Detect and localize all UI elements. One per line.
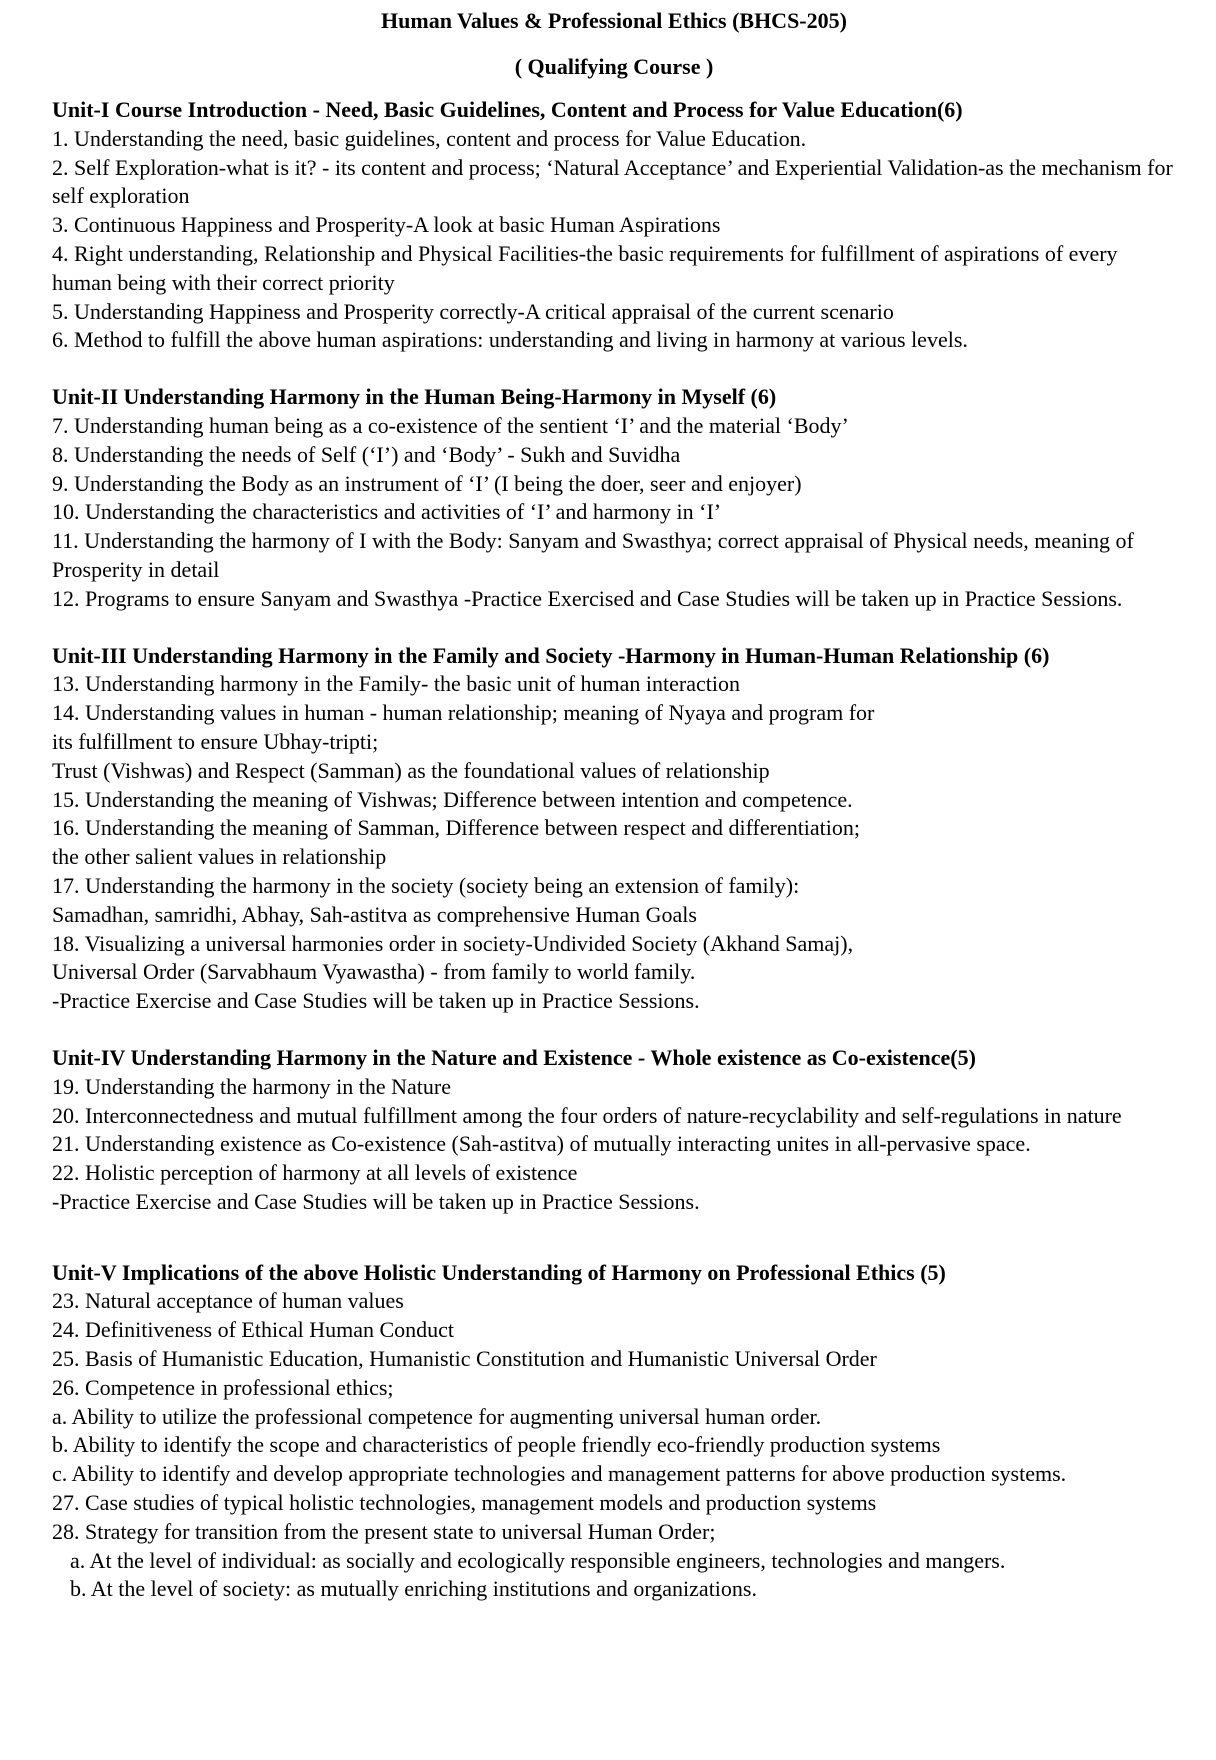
unit-heading: Unit-I Course Introduction - Need, Basic Guidelines, Content and Process for Value Education(6): [52, 97, 963, 122]
unit-heading: Unit-III Understanding Harmony in the Family and Society -Harmony in Human-Human Relationship (6): [52, 642, 1050, 668]
unit-5-section: [52, 1259, 1176, 1605]
topic-line: 27. Case studies of typical holistic technologies, management models and production systems: [52, 1490, 877, 1516]
topic-line: 21. Understanding existence as Co-existence (Sah-astitva) of mutually interacting unites in all-pervasive space.: [52, 1131, 1031, 1157]
topic-line: 7. Understanding human being as a co-existence of the sentient ‘I’ and the material ‘Body’: [52, 412, 849, 438]
topic-line: its fulfillment to ensure Ubhay-tripti;: [52, 728, 379, 754]
topic-line: -Practice Exercise and Case Studies will be taken up in Practice Sessions.: [52, 988, 700, 1014]
topic-line: Universal Order (Sarvabhaum Vyawastha) - from family to world family.: [52, 959, 696, 985]
topic-line: 20. Interconnectedness and mutual fulfillment among the four orders of nature-recyclability and self-regulations in nature: [52, 1102, 1122, 1128]
topic-line: 3. Continuous Happiness and Prosperity-A look at basic Human Aspirations: [52, 212, 721, 238]
topic-line: 19. Understanding the harmony in the Nature: [52, 1073, 451, 1099]
topic-line: a. Ability to utilize the professional competence for augmenting universal human order.: [52, 1403, 822, 1429]
topic-line: 11. Understanding the harmony of I with the Body: Sanyam and Swasthya; correct appraisal of Physical needs, meaning of Prosperity in detail: [52, 528, 1134, 582]
unit-2-section: [52, 383, 1176, 613]
topic-line: Samadhan, samridhi, Abhay, Sah-astitva as comprehensive Human Goals: [52, 901, 697, 927]
topic-line: a. At the level of individual: as socially and ecologically responsible engineers, technologies and mangers.: [70, 1547, 1006, 1573]
unit-heading: Unit-V Implications of the above Holistic Understanding of Harmony on Professional Ethics (5): [52, 1259, 946, 1285]
topic-line: 16. Understanding the meaning of Samman, Difference between respect and differentiation;: [52, 815, 861, 841]
topic-line: the other salient values in relationship: [52, 844, 387, 870]
document-subtitle: ( Qualifying Course ): [514, 54, 714, 79]
topic-line: 15. Understanding the meaning of Vishwas; Difference between intention and competence.: [52, 786, 853, 812]
topic-line: 24. Definitiveness of Ethical Human Conduct: [52, 1317, 455, 1343]
topic-line: 23. Natural acceptance of human values: [52, 1288, 404, 1314]
topic-line: c. Ability to identify and develop appropriate technologies and management patterns for above production systems.: [52, 1461, 1067, 1487]
document-title: Human Values & Professional Ethics (BHCS-205): [381, 8, 847, 33]
topic-line: 13. Understanding harmony in the Family- the basic unit of human interaction: [52, 671, 740, 697]
unit-heading: Unit-II Understanding Harmony in the Human Being-Harmony in Myself (6): [52, 384, 777, 410]
topic-line: 5. Understanding Happiness and Prosperity correctly-A critical appraisal of the current scenario: [52, 298, 894, 324]
topic-line: 9. Understanding the Body as an instrument of ‘I’ (I being the doer, seer and enjoyer): [52, 470, 802, 496]
unit-3-section: [52, 642, 1176, 1016]
topic-line: b. At the level of society: as mutually enriching institutions and organizations.: [70, 1576, 757, 1602]
topic-line: Trust (Vishwas) and Respect (Samman) as the foundational values of relationship: [52, 757, 770, 783]
topic-line: b. Ability to identify the scope and characteristics of people friendly eco-friendly production systems: [52, 1432, 941, 1458]
topic-line: 10. Understanding the characteristics and activities of ‘I’ and harmony in ‘I’: [52, 499, 722, 525]
unit-4-section: [52, 1044, 1176, 1217]
topic-line: -Practice Exercise and Case Studies will be taken up in Practice Sessions.: [52, 1188, 700, 1214]
topic-line: 14. Understanding values in human - human relationship; meaning of Nyaya and program for: [52, 700, 875, 726]
topic-line: 26. Competence in professional ethics;: [52, 1374, 394, 1400]
topic-line: 1. Understanding the need, basic guidelines, content and process for Value Education.: [52, 125, 807, 151]
topic-line: 2. Self Exploration-what is it? - its content and process; ‘Natural Acceptance’ and Experiential Validation-as the mechanism for self exploration: [52, 154, 1173, 209]
topic-line: 12. Programs to ensure Sanyam and Swasthya -Practice Exercised and Case Studies will be taken up in Practice Sessions.: [52, 585, 1123, 611]
unit-1-section: [52, 96, 1176, 355]
topic-line: 22. Holistic perception of harmony at all levels of existence: [52, 1160, 578, 1186]
topic-line: 4. Right understanding, Relationship and Physical Facilities-the basic requirements for fulfillment of aspirations of every human being with their correct priority: [52, 240, 1118, 295]
topic-line: 8. Understanding the needs of Self (‘I’) and ‘Body’ - Sukh and Suvidha: [52, 441, 681, 467]
unit-heading: Unit-IV Understanding Harmony in the Nature and Existence - Whole existence as Co-existence(5): [52, 1044, 976, 1070]
topic-line: 17. Understanding the harmony in the society (society being an extension of family):: [52, 872, 800, 898]
topic-line: 6. Method to fulfill the above human aspirations: understanding and living in harmony at various levels.: [52, 327, 968, 353]
topic-line: 28. Strategy for transition from the present state to universal Human Order;: [52, 1518, 716, 1544]
topic-line: 18. Visualizing a universal harmonies order in society-Undivided Society (Akhand Samaj),: [52, 930, 854, 956]
topic-line: 25. Basis of Humanistic Education, Humanistic Constitution and Humanistic Universal Order: [52, 1346, 877, 1372]
